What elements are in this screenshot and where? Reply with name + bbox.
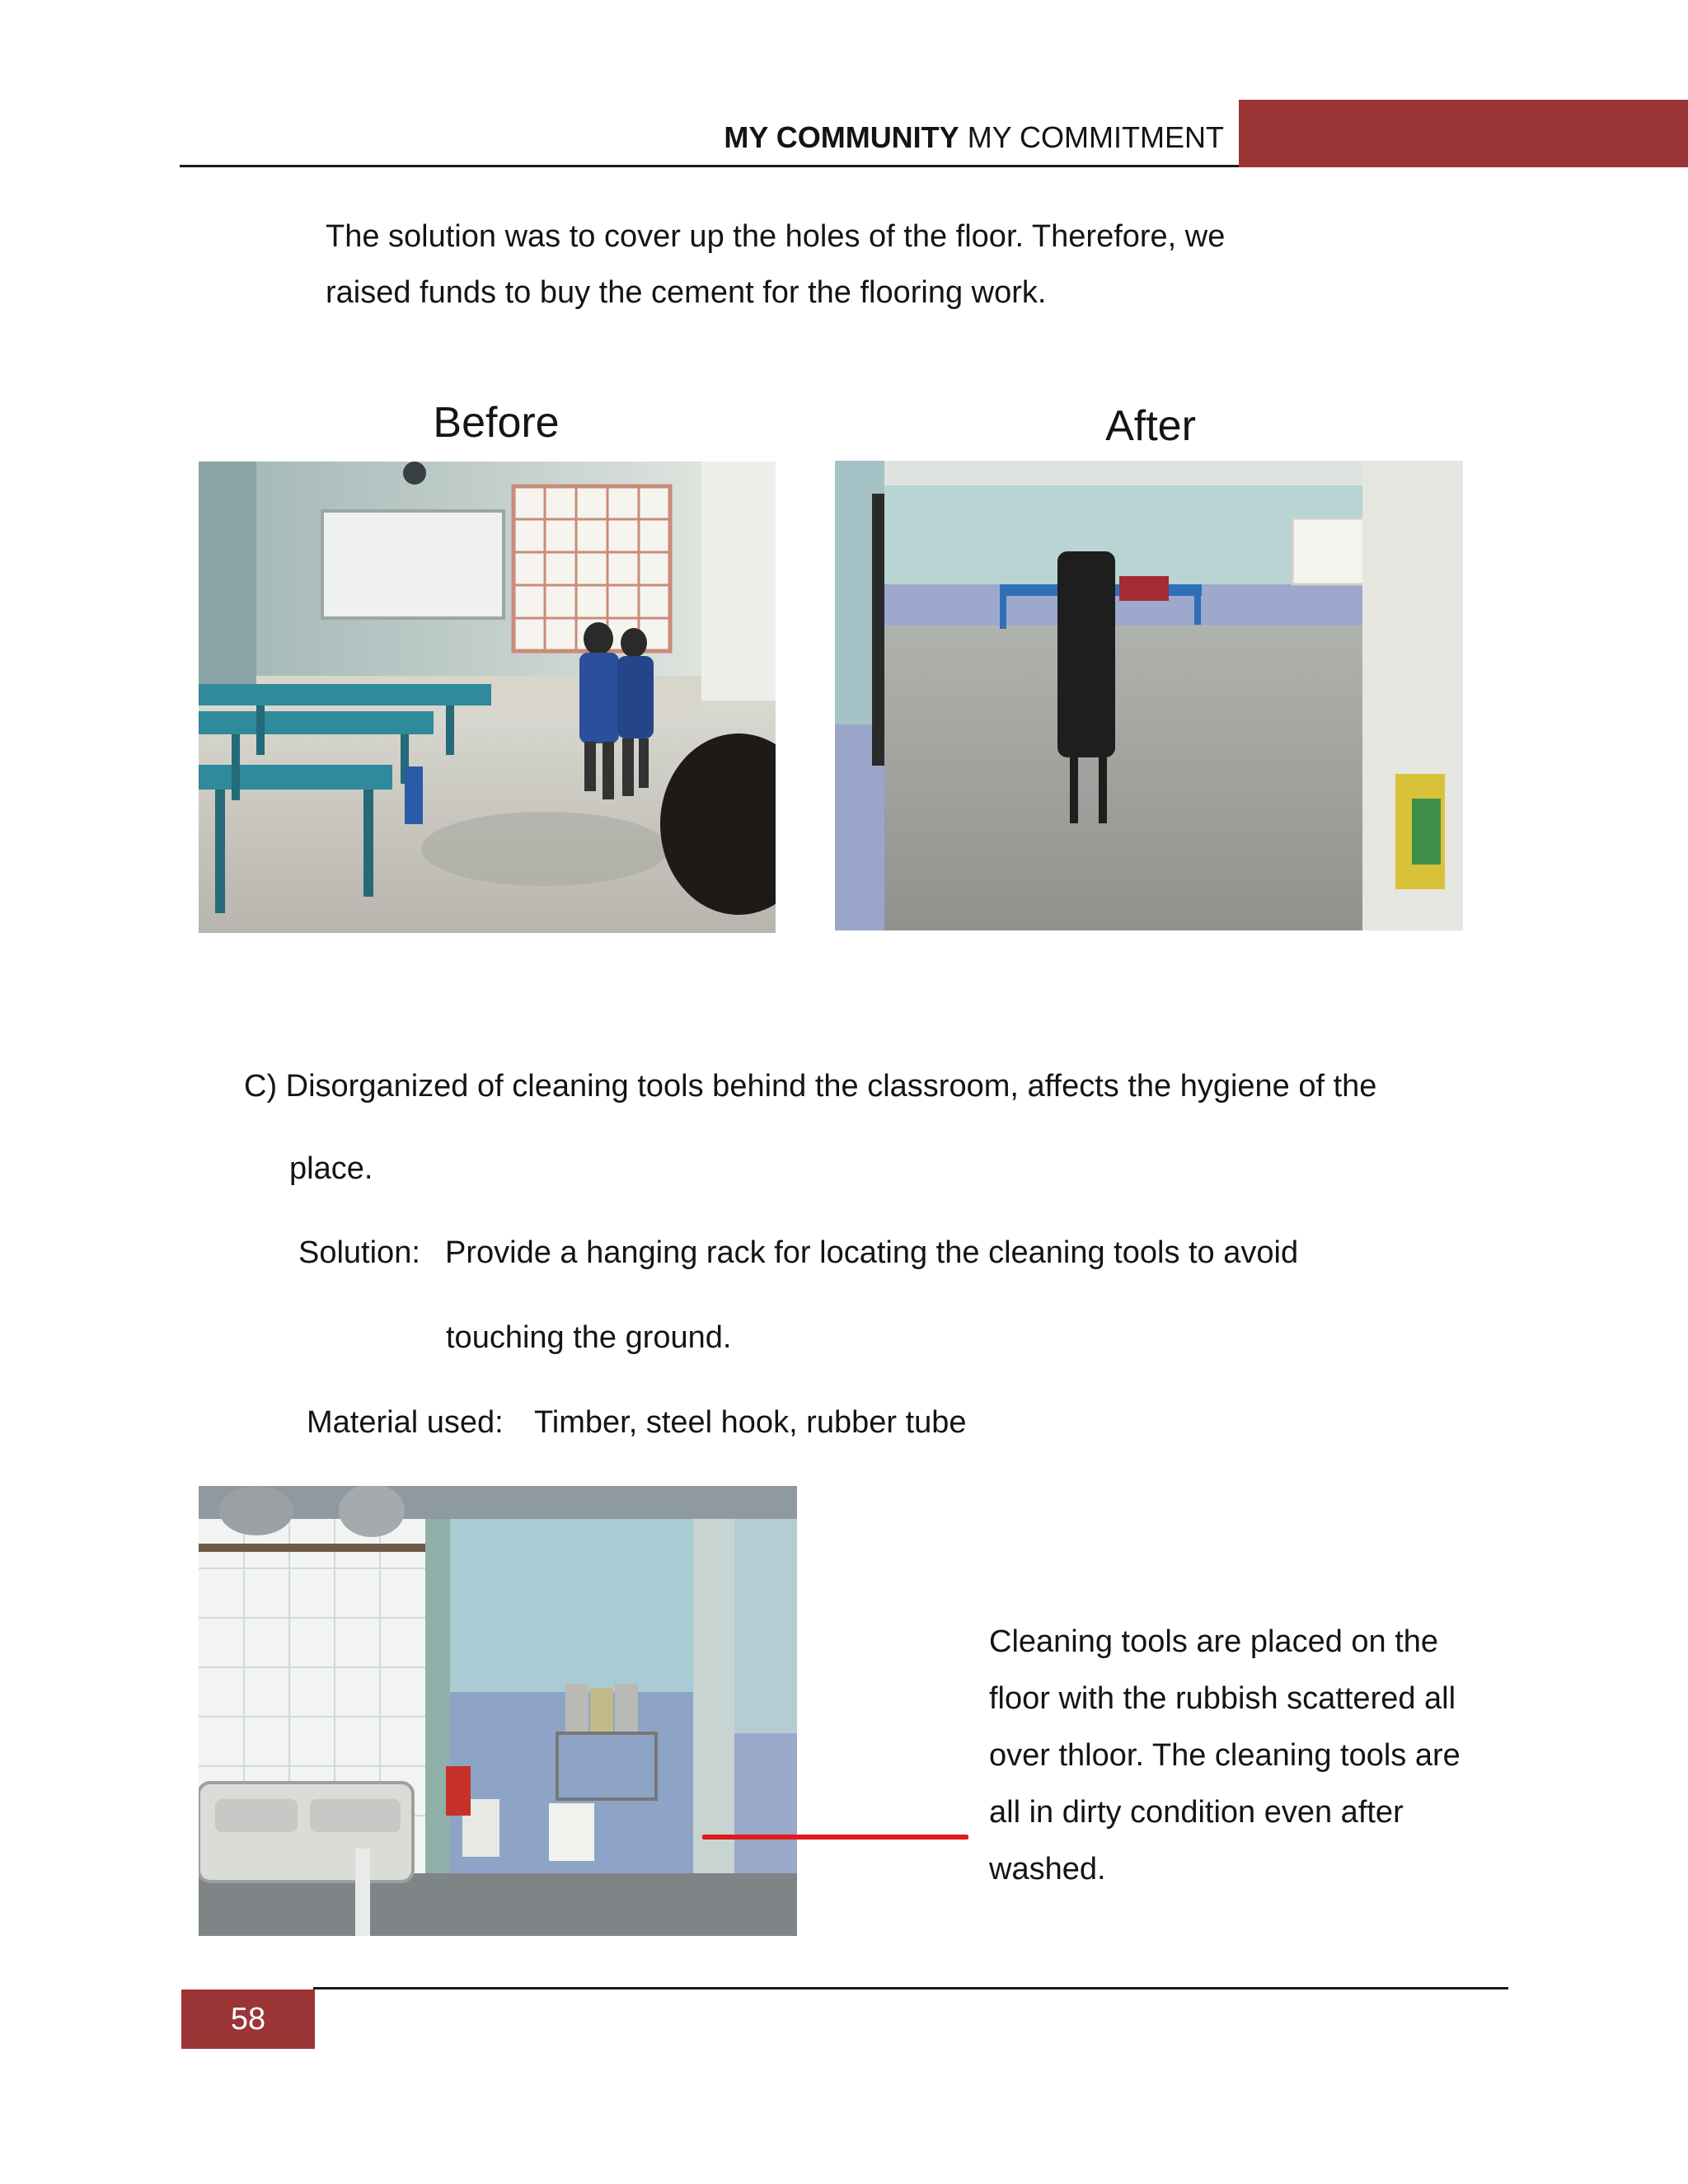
solution-line-1: Provide a hanging rack for locating the cleaning tools to avoid — [445, 1235, 1299, 1270]
cleaning-tools-image — [199, 1486, 797, 1936]
material-value: Timber, steel hook, rubber tube — [534, 1405, 967, 1440]
header-divider — [180, 165, 1239, 167]
header-title-bold: MY COMMUNITY — [724, 120, 959, 154]
caption-pointer-line — [702, 1835, 968, 1840]
header-accent-bar — [1239, 100, 1688, 167]
caption-line-2: floor with the rubbish scattered all — [989, 1681, 1456, 1716]
section-c-heading-line-2: place. — [289, 1151, 373, 1186]
caption-line-1: Cleaning tools are placed on the — [989, 1624, 1439, 1659]
cleaning-tools-photo — [199, 1486, 797, 1936]
photo-caption — [989, 1614, 1517, 1898]
page-header-title — [577, 117, 1224, 158]
intro-paragraph — [326, 209, 1397, 321]
footer-divider — [313, 1987, 1508, 1990]
caption-line-4: all in dirty condition even after — [989, 1795, 1404, 1830]
before-label: Before — [433, 399, 560, 447]
intro-line-2: raised funds to buy the cement for the flooring work. — [326, 275, 1047, 310]
material-label: Material used: — [307, 1405, 504, 1440]
before-classroom-image — [199, 462, 776, 933]
after-classroom-image — [835, 461, 1463, 930]
before-classroom-photo — [199, 462, 776, 933]
header-title-rest: MY COMMITMENT — [959, 120, 1224, 154]
solution-label: Solution: — [298, 1235, 420, 1270]
caption-line-3: over thloor. The cleaning tools are — [989, 1738, 1461, 1773]
section-c-heading-line-1: C) Disorganized of cleaning tools behind the classroom, affects the hygiene of the — [244, 1069, 1377, 1104]
page-number: 58 — [181, 1990, 315, 2049]
solution-line-2: touching the ground. — [446, 1320, 732, 1355]
caption-line-5: washed. — [989, 1852, 1106, 1886]
after-classroom-photo — [835, 461, 1463, 930]
after-label: After — [1105, 402, 1196, 450]
intro-line-1: The solution was to cover up the holes of the floor. Therefore, we — [326, 219, 1226, 254]
